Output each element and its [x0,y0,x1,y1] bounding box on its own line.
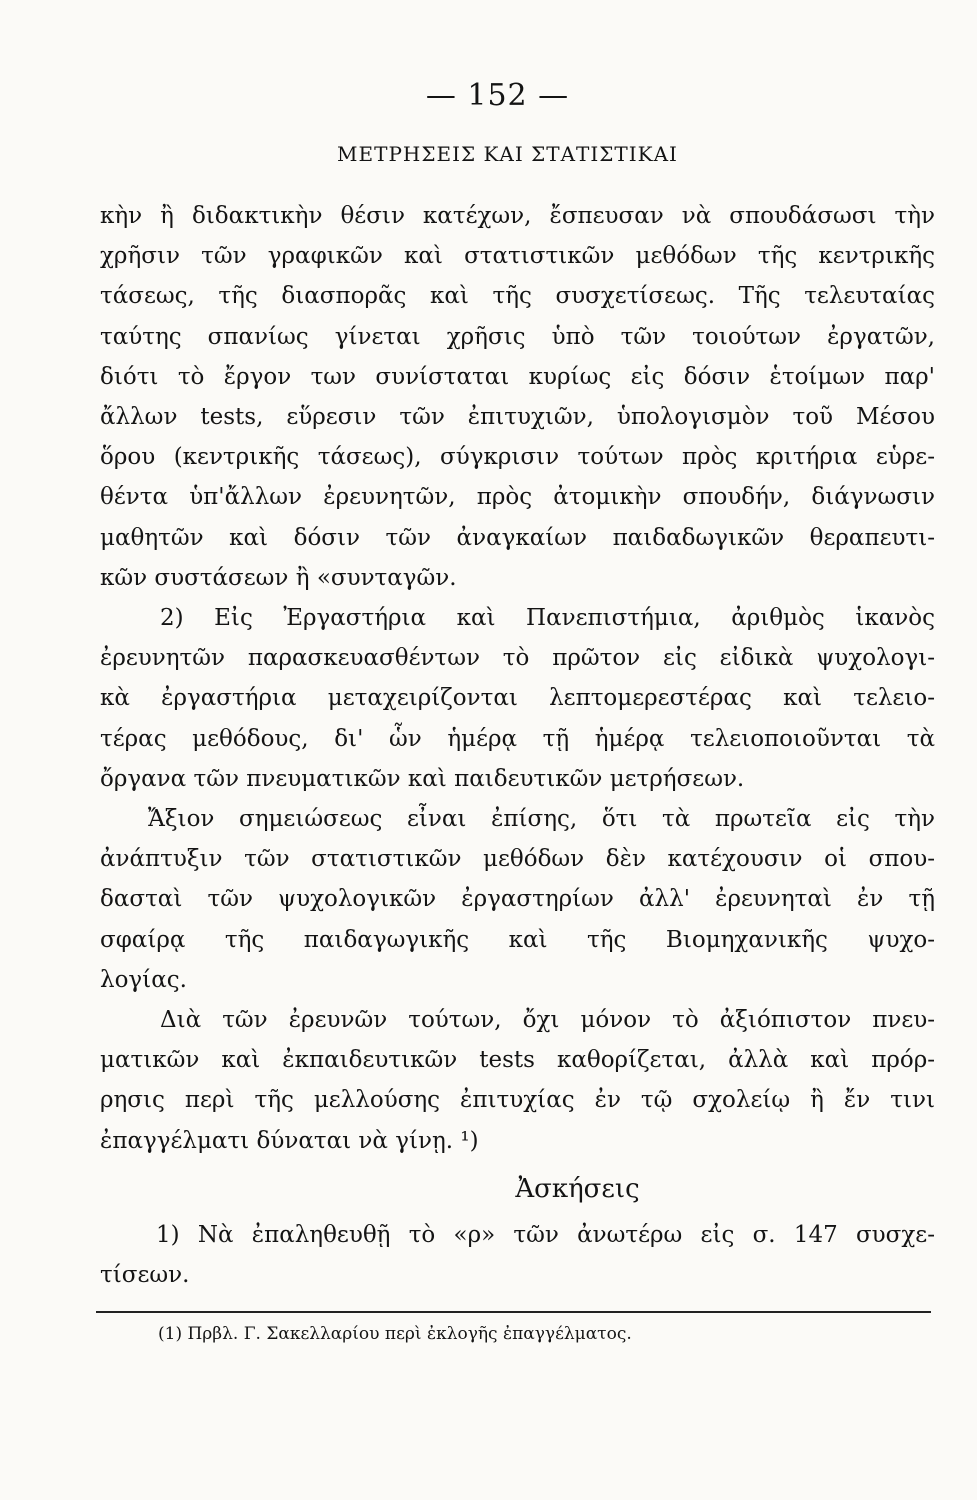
paragraph-laboratories [100,598,935,799]
text-line: σφαίρᾳ τῆς παιδαγωγικῆς καὶ τῆς Βιομηχανικῆς ψυχο- [100,926,935,953]
text-line: δασταὶ τῶν ψυχολογικῶν ἐργαστηρίων ἀλλ' ἐρευνηταὶ ἐν τῇ [100,886,935,913]
text-line: διότι τὸ ἔργον των συνίσταται κυρίως εἰς δόσιν ἑτοίμων παρ' [100,363,935,390]
text-line: Ἄξιον σημειώσεως εἶναι ἐπίσης, ὅτι τὰ πρωτεῖα εἰς τὴν [148,806,935,833]
text-line: χρῆσιν τῶν γραφικῶν καὶ στατιστικῶν μεθόδων τῆς κεντρικῆς [100,243,935,270]
paragraph-note [100,799,935,1000]
text-line: ἀνάπτυξιν τῶν στατιστικῶν μεθόδων δὲν κατέχουσιν οἱ σπου- [100,846,935,873]
text-line: 2) Εἰς Ἐργαστήρια καὶ Πανεπιστήμια, ἀριθμὸς ἱκανὸς [160,605,935,632]
exercise-item: 1) Νὰ ἐπαληθευθῇ τὸ «ρ» τῶν ἀνωτέρω εἰς σ. 147 συσχε- [156,1221,935,1248]
text-line: ταύτης σπανίως γίνεται χρῆσις ὑπὸ τῶν τοιούτων ἐργατῶν, [100,323,935,350]
text-line: τέρας μεθόδους, δι' ὧν ἡμέρᾳ τῇ ἡμέρᾳ τελειοποιοῦνται τὰ [100,725,935,752]
body-text [100,196,935,1161]
text-line: ἄλλων tests, εὕρεσιν τῶν ἐπιτυχιῶν, ὑπολογισμὸν τοῦ Μέσου [100,404,935,431]
page-number: — 152 — [425,78,570,113]
text-line: ρησις περὶ τῆς μελλούσης ἐπιτυχίας ἐν τῷ σχολείῳ ἢ ἔν τινι [100,1087,935,1114]
section-heading: Ἀσκήσεις [515,1173,640,1204]
text-line: λογίας. [100,966,187,993]
text-line: τάσεως, τῆς διασπορᾶς καὶ τῆς συσχετίσεως. Τῆς τελευταίας [100,283,935,310]
text-line: ὅρου (κεντρικῆς τάσεως), σύγκρισιν τούτων πρὸς κριτήρια εὑρε- [100,444,935,471]
text-line: ματικῶν καὶ ἐκπαιδευτικῶν tests καθορίζεται, ἀλλὰ καὶ πρόρ- [100,1047,935,1074]
footnote-divider [96,1311,931,1313]
running-head: ΜΕΤΡΗΣΕΙΣ ΚΑΙ ΣΤΑΤΙΣΤΙΚΑΙ [337,142,678,166]
text-line: τίσεων. [100,1261,190,1288]
text-line: ἐπαγγέλματι δύναται νὰ γίνῃ. ¹) [100,1127,479,1154]
text-line: κὰ ἐργαστήρια μεταχειρίζονται λεπτομερεστέρας καὶ τελειο- [100,685,935,712]
text-line: κὴν ἢ διδακτικὴν θέσιν κατέχων, ἔσπευσαν νὰ σπουδάσωσι τὴν [100,203,935,229]
text-line: μαθητῶν καὶ δόσιν τῶν ἀναγκαίων παιδαδωγικῶν θεραπευτι- [100,524,935,551]
footnote: (1) Πρβλ. Γ. Σακελλαρίου περὶ ἐκλογῆς ἐπαγγέλματος. [158,1323,632,1344]
paragraph-research [100,1000,935,1161]
exercise-list [100,1215,935,1295]
text-line: θέντα ὑπ'ἄλλων ἐρευνητῶν, πρὸς ἀτομικὴν σπουδήν, διάγνωσιν [100,484,935,511]
text-line: Διὰ τῶν ἐρευνῶν τούτων, ὄχι μόνον τὸ ἀξιόπιστον πνευ- [160,1007,935,1034]
text-line: ὄργανα τῶν πνευματικῶν καὶ παιδευτικῶν μετρήσεων. [100,765,745,792]
text-line: ἐρευνητῶν παρασκευασθέντων τὸ πρῶτον εἰς εἰδικὰ ψυχολογι- [100,645,935,672]
text-line: κῶν συστάσεων ἢ «συνταγῶν. [100,564,457,591]
paragraph-continuation [100,196,935,598]
